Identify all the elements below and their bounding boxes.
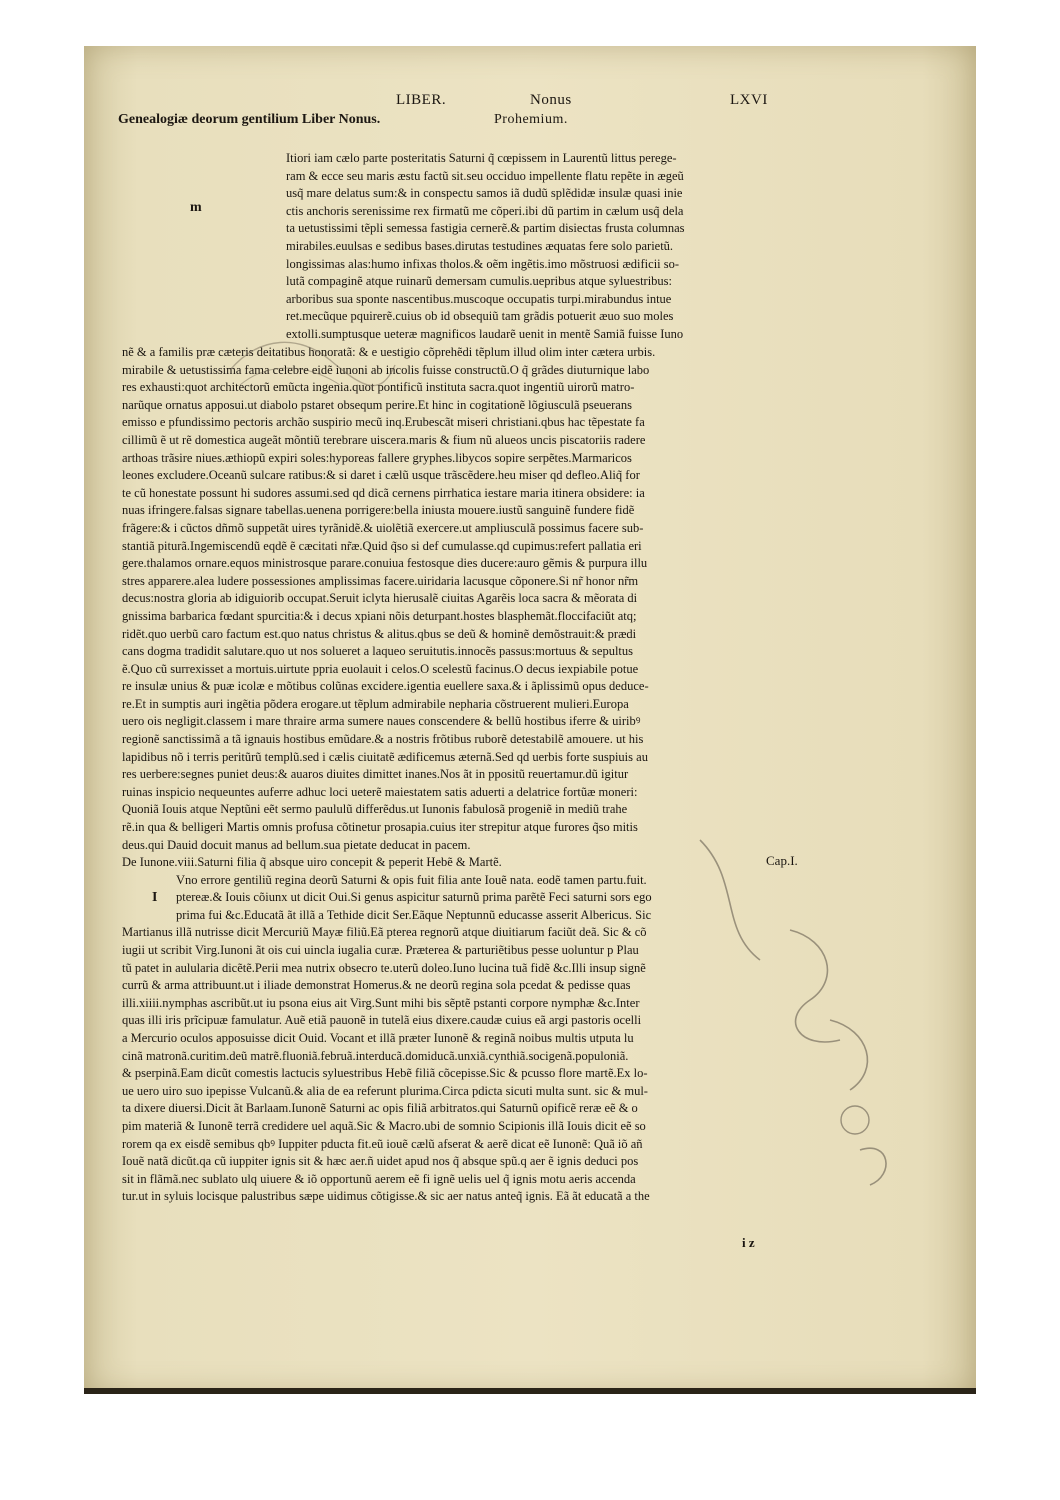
prohemium-indented-text: [286, 150, 800, 344]
text-line: ta uetustissimi tẽpli semessa fastigia cernerẽ.& partim disiectas frusta columnas: [286, 221, 685, 236]
running-head-book: Nonus: [530, 92, 572, 108]
text-line: lapidibus nõ i terris peritũrũ templũ.sed i cælis ciuitatẽ ædificemus æternã.Sed qd uerbis forte suspiuis au: [122, 749, 648, 764]
text-line: Vno errore gentiliũ regina deorũ Saturni & opis fuit filia ante Iouẽ nata. eodẽ tamen partu.fuit.: [176, 872, 647, 887]
text-line: nẽ & a familis præ cæteris deitatibus honoratã: & e uestigio cõprehẽdi tẽplum illud olim inter cætera urbis.: [122, 345, 656, 359]
text-line: ptereæ.& Iouis cõiunx ut dicit Oui.Si genus aspicitur saturnũ prima parẽtẽ Feci saturni sors ego: [176, 890, 652, 905]
section-title: Prohemium.: [494, 112, 568, 127]
text-line: rẽ.in qua & belligeri Martis omnis profusa cõtinetur prosapia.cuius iter strepitur atque furores q̃so mitis: [122, 820, 638, 835]
signature-mark: i z: [742, 1235, 755, 1250]
text-line: stantiã piturã.Ingemiscendũ eqdẽ ẽ cæcitati nr̃æ.Quid q̃so si def cumulasse.qd cupimus:refert pallatia eri: [122, 538, 642, 553]
text-line: te cũ honestate possunt hi sudores assumi.sed qd dicã cernens pirrhatica iestare maria itinera obsidere: ia: [122, 485, 645, 500]
text-line: decus:nostra gloria ab idiguiorib occupat.Seruit iclyta hierusalẽ ciuitas Agarẽis loca sacra & mẽorata di: [122, 591, 638, 606]
marginal-annotation-scribble: [220, 330, 400, 410]
text-line: pim materiã & Iunonẽ terrã credidere uel aquã.Sic & Macro.ubi de somnio Scipionis illã Iouis dicit eẽ so: [122, 1118, 646, 1133]
text-line: deus.qui Dauid docuit manus ad bellum.sua pietate deducat in pacem.: [122, 837, 471, 852]
text-line: re.Et in sumptis auri ingẽtia põdera erogare.ut tẽplum admirabile nepharia cõstruerent mulieri.Europa: [122, 696, 629, 711]
text-line: uero ois negligit.classem i mare thraire arma sumere naues conscendere & bellũ hostibus iferre & uiribꝰ: [122, 714, 641, 729]
text-line: narũque ornatus apposui.ut diabolo pstaret obsequm perire.Et hinc in cogitationẽ lõgiusculã pseuerans: [122, 397, 632, 412]
text-line: Itiori iam cælo parte posteritatis Saturni q̃ cœpissem in Laurentũ littus perege-: [286, 151, 677, 165]
text-line: ue uero uiro suo ipepisse Vulcanũ.& alia de ea referunt plurima.Circa pdicta sicuti multa sunt. sic & mul-: [122, 1083, 648, 1098]
chapter-heading: De Iunone.viii.Saturni filia q̃ absque uiro concepit & peperit Hebẽ & Martẽ.: [122, 855, 502, 869]
text-line: ret.mecũque pquirerẽ.cuius ob id obsequiũ tam grãdis potuerit æuo suo moles: [286, 309, 674, 324]
text-line: sit in flãmã.nec sublato ulq uiuere & iõ opportunũ aerem eẽ fi ignẽ uelis uel q̃ ignis motu aeris accenda: [122, 1171, 636, 1186]
text-line: Martianus illã nutrisse dicit Mercuriũ Mayæ filiũ.Eã pterea regnorũ atque diuitiarum faciũt deã. Sic & cõ: [122, 925, 647, 940]
text-line: lutã compaginẽ atque ruinarũ demersam cumulis.uepribus atque syluestribus:: [286, 274, 673, 289]
text-line: gnissima barbarica fœdant spurcitia:& i decus xpiani nõis deturpant.hostes blasphemãt.floccifaciũt atq;: [122, 608, 637, 623]
text-line: arboribus sua sponte nascentibus.muscoque occupatis turpi.mirabundus intue: [286, 291, 672, 306]
text-line: gere.thalamos ornare.equos ministrosque parare.conuiua festosque dies ducere:auro gẽmis & purpura illu: [122, 556, 648, 571]
text-line: regionẽ sanctissimã a tã ignauis hostibus emũdare.& a nostris frõtibus ruborẽ detestabilẽ amouere. ut his: [122, 732, 644, 747]
text-line: mirabile & uetustissima fama celebre eidẽ iunoni ab incolis fuisse constructũ.O q̃ grãdes diuturnique labo: [122, 362, 650, 377]
text-line: ruinas inspicio nequeuntes auferre adhuc loci ueterẽ maiestatem satis aduerti a delatrice fortũæ moneri:: [122, 784, 638, 799]
text-line: frãgere:& i cũctos dñmõ suppetãt uires tyrãnidẽ.& uiolẽtiã exercere.ut ampliusculã possimus facere sub-: [122, 520, 644, 535]
text-line: prima fui &c.Educatã ãt illã a Tethide dicit Ser.Eãque Neptunnũ educasse asserit Albericus. Sic: [176, 907, 652, 922]
text-line: iugii ut scribit Virg.Iunoni ãt ois cui uincla iugalia curæ. Præterea & parturiẽtibus pesse uoluntur p Plau: [122, 942, 639, 957]
text-line: a Mercurio oculos apposuisse dicit Ouid. Vocant et illã præter Iunonẽ & reginã noibus multis utputa lu: [122, 1030, 634, 1045]
folio-number: LXVI: [730, 92, 768, 108]
text-line: ẽ.Quo cũ surrexisset a mortuis.uirtute ppria euolauit i celos.O scelestũ facinus.O decus iexpiabile potue: [122, 661, 639, 676]
text-line: emisso e pfundissimo pectoris archão suspirio mecũ inq.Erubescãt miseri christiani.qbus hac tẽpestate fa: [122, 415, 645, 430]
text-line: extolli.sumptusque ueteræ magnificos laudarẽ uenit in mentẽ Samiã fuisse Iuno: [286, 326, 684, 341]
watermark-stamp: [680, 820, 910, 1200]
text-line: nuas ifringere.falsas signare tabellas.uenena porrigere:bella iniusta mouere.iustũ sanguinẽ fundere fidẽ: [122, 503, 635, 518]
text-line: Iouẽ natã dicũt.qa cũ iuppiter ignis sit & hæc aer.ñ uidet apud nos q̃ absque spũ.q aer ẽ ignis deduci pos: [122, 1154, 639, 1169]
scan-edge: [84, 1388, 976, 1394]
work-title: Genealogiæ deorum gentilium Liber Nonus.: [118, 112, 381, 127]
text-line: mirabiles.euulsas e sedibus bases.dirutas testudines æquatas fere solo parietũ.: [286, 238, 674, 253]
running-head-liber: LIBER.: [396, 92, 447, 108]
text-line: cans dogma tradidit salutare.quo ut nos solueret a laqueo seruitutis.innocẽs passus:mortuus & sepultus: [122, 644, 634, 659]
guide-letter-m: m: [190, 200, 202, 215]
text-line: tur.ut in syluis locisque palustribus sæpe uidimus cõtigisse.& sic aer natus anteq̃ ignis. Eã ãt educatã a the: [122, 1189, 650, 1204]
chapter-label: Cap.I.: [766, 853, 798, 868]
text-line: quas illi iris prĩcipuæ famulatur. Auẽ etiã pauonẽ in tutelã eius dixere.caudæ cuius eã argi pastoris ocelli: [122, 1013, 642, 1028]
text-line: currũ & arma attribuunt.ut i iliade demonstrat Homerus.& ne deorũ regina sola pcedat & pedisse quas: [122, 978, 631, 993]
text-line: res uerbere:segnes puniet deus:& auaros diuites dimittet inanes.Nos ãt in ppositũ reuertamur.dũ igitur: [122, 767, 629, 782]
text-line: usq̃ mare delatus sum:& in conspectu samos iã dudũ splẽdidæ insulæ quasi inie: [286, 186, 683, 201]
text-line: cinã matronã.curitim.deũ matrẽ.fluoniã.februã.interducã.domiducã.unxiã.cynthiã.socigenã.populoniã.: [122, 1048, 629, 1063]
guide-letter-i: I: [152, 890, 158, 905]
text-line: ta dixere diuersi.Dicit ãt Barlaam.Iunonẽ Saturni ac opis filiã arbitratos.qui Saturnũ opificẽ reræ eẽ & o: [122, 1101, 638, 1116]
text-line: ram & ecce seu maris æstu factũ sit.seu occiduo impellente flatu repẽte in ægeũ: [286, 168, 684, 183]
text-line: arthoas trãsire niues.æthiopũ expiri soles:hyporeas fallere gryphes.libycos sopire serpẽtes.Marmaricos: [122, 450, 632, 465]
text-line: leones excludere.Oceanũ sulcare ratibus:& si daret i cælũ usque trãscẽdere.heu miser qd defleo.Aliq̃ for: [122, 468, 640, 483]
text-line: longissimas alas:humo infixas tholos.& oẽm ingẽtis.imo mõstruosi ædificii so-: [286, 256, 680, 271]
text-line: stres apparere.alea ludere possessiones amplissimas facere.uiridaria lacusque cõponere.Si nr̃ honor nr̃m: [122, 573, 639, 588]
text-line: Quoniã Iouis atque Neptũni eẽt sermo paululũ differẽdus.ut Iunonis fabulosã progeniẽ in mediũ trahe: [122, 802, 628, 817]
text-line: ctis anchoris serenissime rex firmatũ me cõperi.ibi dũ partim in cælum usq̃ dela: [286, 203, 684, 218]
text-line: cillimũ ẽ ut rẽ domestica augeãt mõntiũ terebrare uiscera.maris & fium nũ alueos uncis piscatoriis radere: [122, 432, 646, 447]
text-line: ridẽt.quo uerbũ caro factum est.quo natus christus & alitus.qbus se deũ & hominẽ demõstrauit:& prædi: [122, 626, 637, 641]
text-line: tũ patet in aulularia dicẽtẽ.Perii mea nutrix obsecro te.uterũ doleo.Iuno lucina tuã fidẽ &c.Illi insup signẽ: [122, 960, 646, 975]
text-line: re insulæ unius & puæ icolæ e mõtibus colũnas excidere.igentia euellere saxa.& i ãplissimũ opus deduce-: [122, 679, 649, 694]
text-line: illi.xiiii.nymphas ascribũt.ut iu psona eius ait Virg.Sunt mihi bis sẽptẽ pstanti corpore nymphæ &c.Inter: [122, 995, 640, 1010]
text-line: & pserpinã.Eam dicũt comestis lactucis syluestribus Hebẽ filiã cõcepisse.Sic & pcusso flore martẽ.Ex lo-: [122, 1066, 648, 1081]
text-line: rorem qa ex eisdẽ semibus qbꝰ Iuppiter pducta fit.eũ iouẽ cælũ afserat & aerẽ dicat eẽ Iunonẽ: Quã iõ añ: [122, 1136, 643, 1151]
prohemium-full-width-text: [122, 344, 802, 854]
text-line: res exhausti:quot architectorũ emũcta ingenia.quot pontificũ instituta sacra.quot ingentiũ uirorũ matro-: [122, 380, 635, 395]
